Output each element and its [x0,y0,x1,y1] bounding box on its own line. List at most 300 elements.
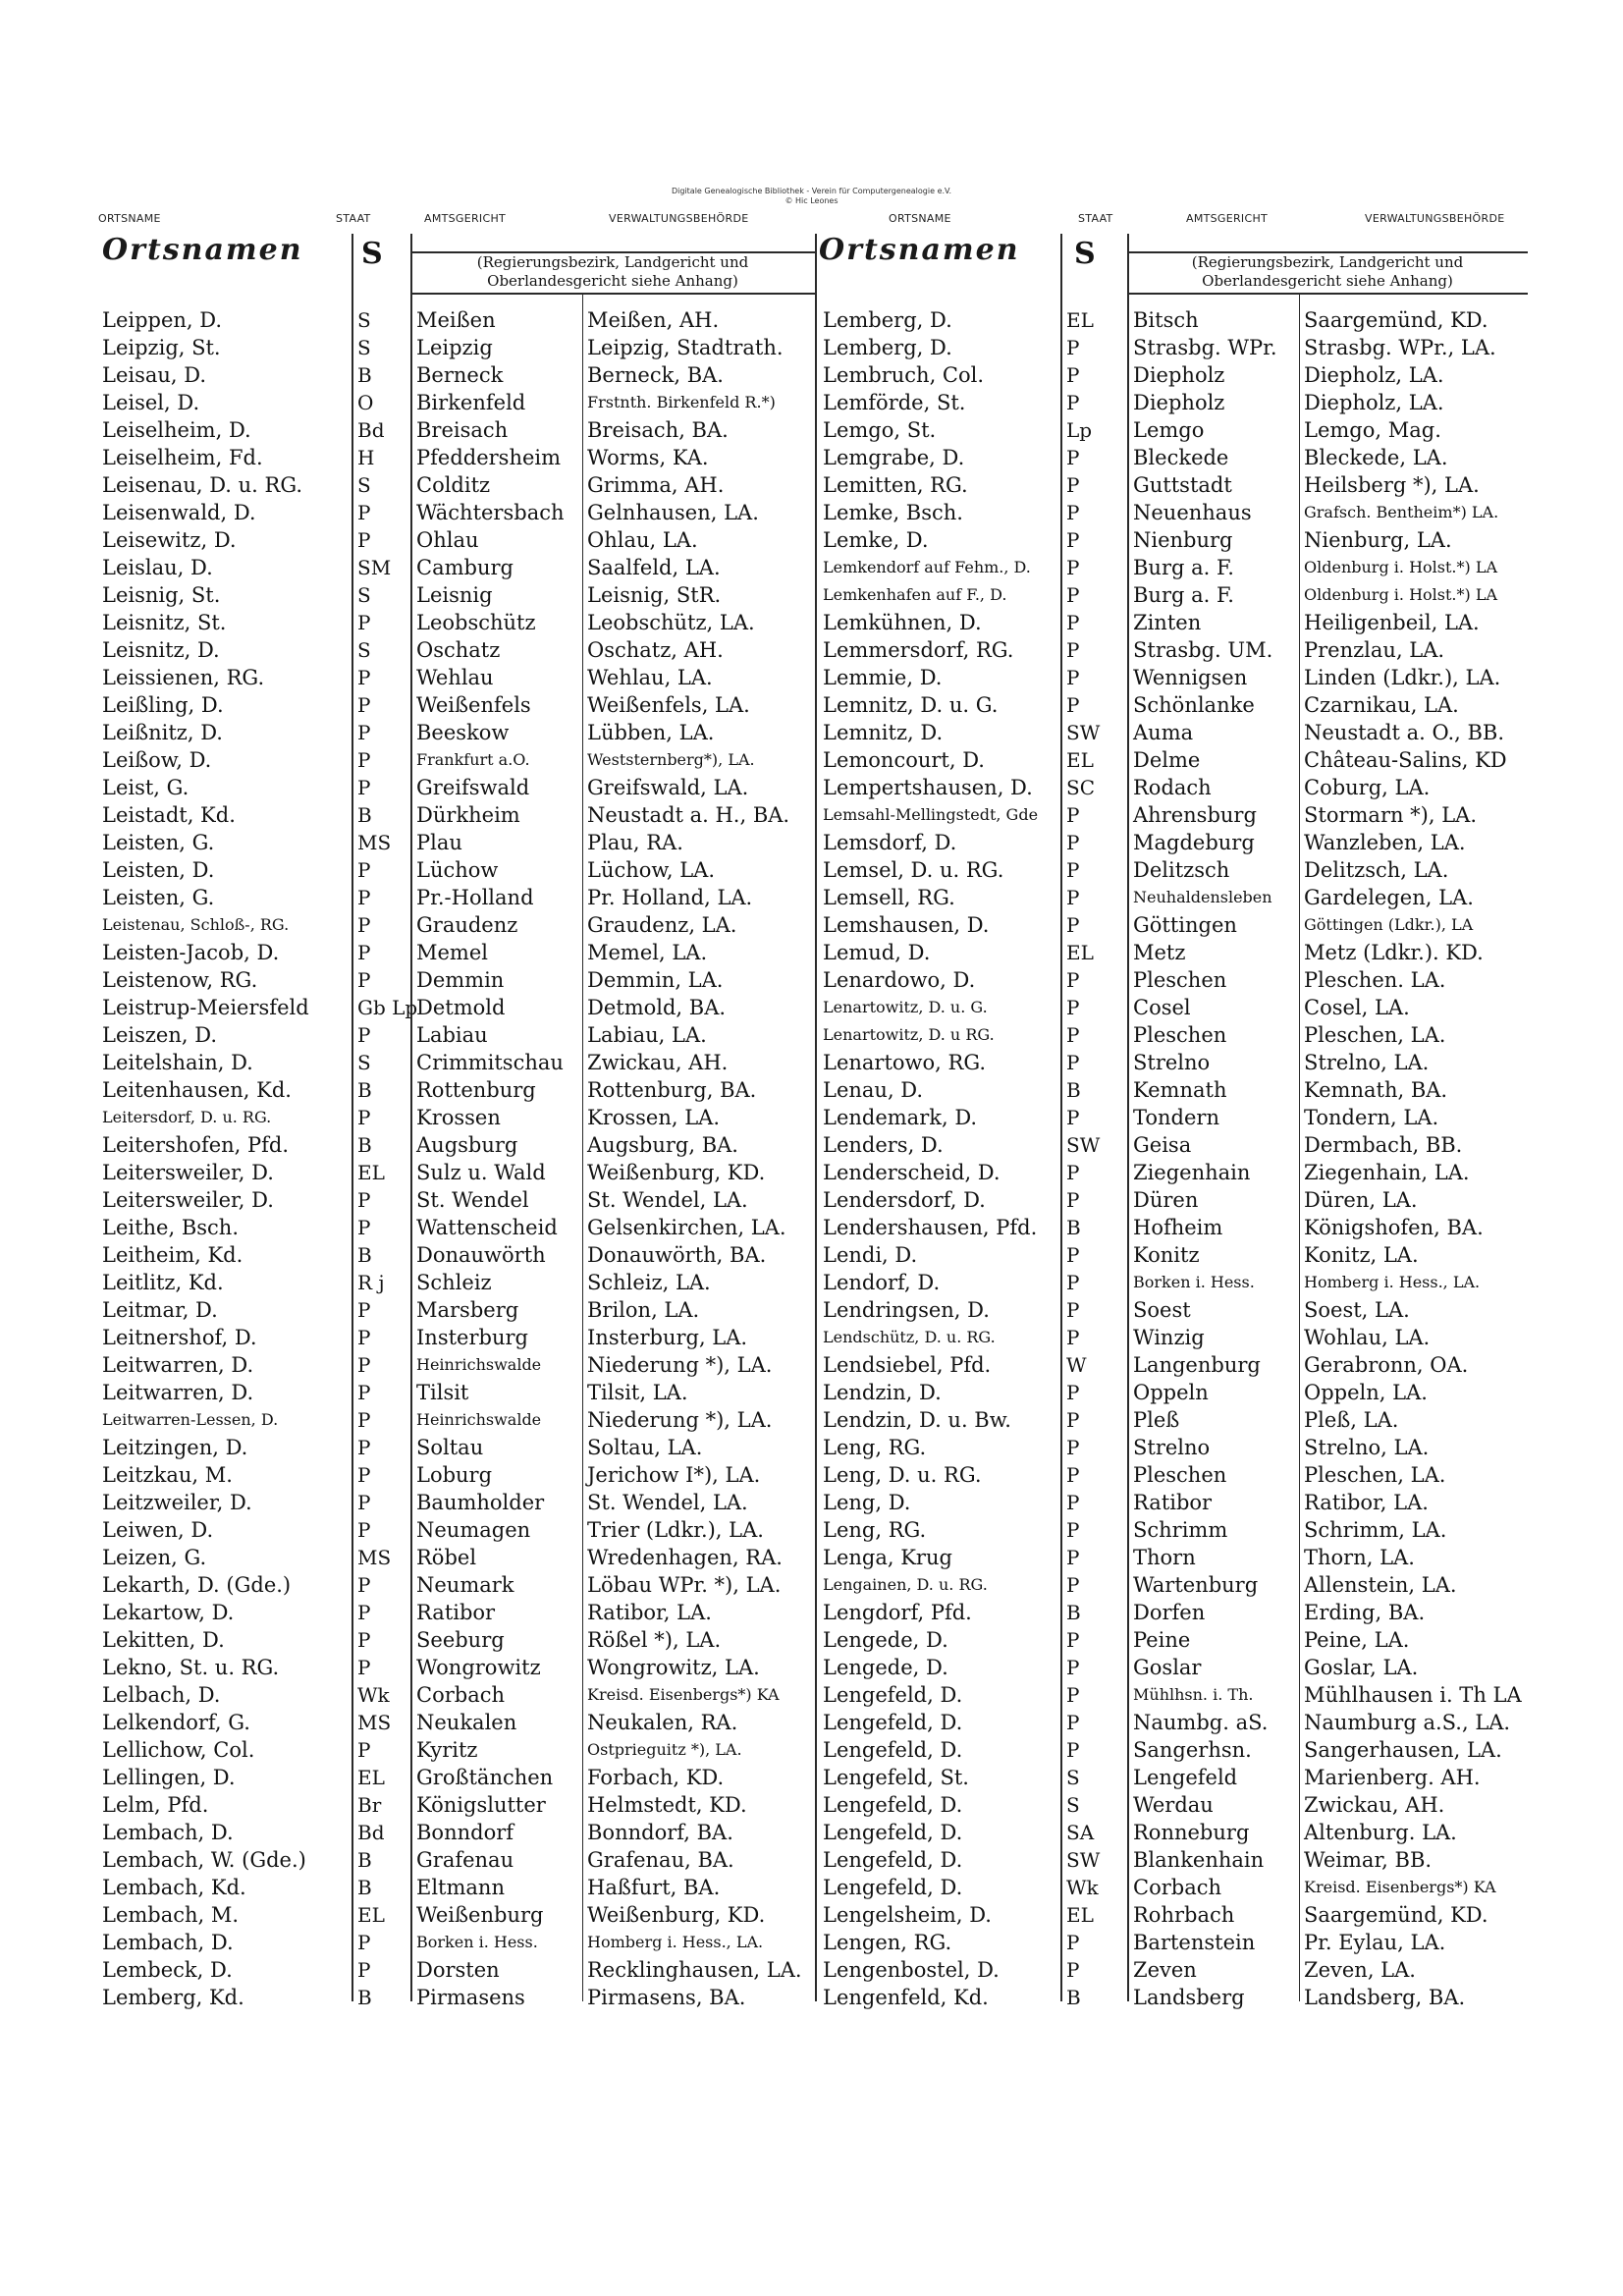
place-name: Leist, G. [102,776,189,799]
administrative-authority: Pr. Eylau, LA. [1304,1931,1446,1954]
district-court: Leobschütz [416,611,536,634]
district-court: Eltmann [416,1876,505,1899]
directory-row [98,471,815,499]
directory-row [815,1434,1528,1461]
directory-row [815,1214,1528,1241]
district-court: Weißenburg [416,1903,544,1927]
administrative-authority: Dermbach, BB. [1304,1133,1463,1157]
administrative-authority: Schleiz, LA. [587,1271,711,1294]
place-name: Lendershausen, Pfd. [823,1216,1038,1239]
administrative-authority: Leisnig, StR. [587,583,722,607]
administrative-authority: Sangerhausen, LA. [1304,1738,1502,1762]
place-name: Lembach, W. (Gde.) [102,1848,306,1872]
state-code: P [357,1216,371,1239]
directory-row [815,1021,1528,1049]
directory-row [815,1819,1528,1846]
directory-row [815,1571,1528,1599]
state-code: P [1066,1931,1080,1954]
administrative-authority: Krossen, LA. [587,1106,721,1129]
directory-row [98,1709,815,1736]
state-code: P [1066,968,1080,992]
state-code: P [357,1188,371,1212]
place-name: Lendsiebel, Pfd. [823,1353,992,1377]
district-court: Strasbg. WPr. [1133,336,1277,359]
state-code: P [1066,1656,1080,1679]
administrative-authority: Wehlau, LA. [587,666,713,689]
administrative-authority: Meißen, AH. [587,308,720,332]
state-code: P [357,968,371,992]
directory-row [815,719,1528,746]
district-court: Soest [1133,1298,1191,1322]
directory-row [815,1929,1528,1956]
administrative-authority: Zwickau, AH. [587,1051,729,1074]
district-court: Zinten [1133,611,1202,634]
administrative-authority: Neustadt a. O., BB. [1304,721,1505,744]
state-code: MS [357,1546,392,1569]
place-name: Lembach, Kd. [102,1876,246,1899]
place-name: Lembach, M. [102,1903,240,1927]
district-court: Delitzsch [1133,858,1230,882]
place-name: Lemkendorf auf Fehm., D. [823,558,1031,576]
place-name: Lenartowitz, D. u RG. [823,1025,995,1044]
district-court: Langenburg [1133,1353,1261,1377]
directory-row [98,1736,815,1764]
directory-row [815,306,1528,334]
district-court: Pirmasens [416,1986,525,2009]
administrative-authority: Göttingen (Ldkr.), LA [1304,915,1474,934]
state-code: P [1066,1546,1080,1569]
district-court: Ronneburg [1133,1821,1250,1844]
state-code: P [357,693,371,717]
place-name: Leitzingen, D. [102,1436,248,1459]
state-code: P [357,721,371,744]
directory-row [98,1021,815,1049]
district-court: Wächtersbach [416,501,565,524]
directory-row [815,1104,1528,1131]
directory-row [815,1626,1528,1654]
directory-row [98,801,815,829]
place-name: Leitlitz, Kd. [102,1271,224,1294]
directory-row [98,1626,815,1654]
district-court: Camburg [416,556,514,579]
directory-row [98,884,815,911]
district-court: Tondern [1133,1106,1219,1129]
district-court: Grafenau [416,1848,514,1872]
directory-row [98,444,815,471]
state-code: P [1066,638,1080,662]
directory-row [815,1324,1528,1351]
state-code: P [1066,1161,1080,1184]
administrative-authority: Homberg i. Hess., LA. [1304,1273,1481,1291]
administrative-authority: Wohlau, LA. [1304,1326,1431,1349]
place-name: Lemsahl-Mellingstedt, Gde [823,805,1039,824]
district-court: Meißen [416,308,496,332]
state-code: P [357,501,371,524]
administrative-authority: Demmin, LA. [587,968,724,992]
district-court: Lemgo [1133,418,1205,442]
district-court: Königslutter [416,1793,546,1817]
directory-row [815,1544,1528,1571]
district-court: Pleschen [1133,968,1227,992]
place-name: Leitelshain, D. [102,1051,253,1074]
administrative-authority: Gelsenkirchen, LA. [587,1216,786,1239]
state-code: P [1066,1738,1080,1762]
state-code: Bd [357,1821,385,1844]
directory-row [98,1186,815,1214]
administrative-authority: St. Wendel, LA. [587,1491,748,1514]
state-code: P [1066,1023,1080,1047]
place-name: Lenders, D. [823,1133,944,1157]
place-name: Lekartow, D. [102,1601,235,1624]
place-name: Leisten, D. [102,858,215,882]
place-name: Leng, RG. [823,1436,927,1459]
state-code: P [1066,996,1080,1019]
place-name: Lengefeld, D. [823,1821,963,1844]
place-name: Lemoncourt, D. [823,748,985,772]
district-court: Zeven [1133,1958,1197,1982]
administrative-authority: Insterburg, LA. [587,1326,748,1349]
place-name: Lengefeld, D. [823,1876,963,1899]
place-name: Leisnig, St. [102,583,221,607]
directory-row [815,1159,1528,1186]
district-court: Weißenfels [416,693,531,717]
place-name: Lenga, Krug [823,1546,952,1569]
state-code: S [357,308,371,332]
state-code: P [1066,1051,1080,1074]
place-name: Leiselheim, Fd. [102,446,263,469]
administrative-authority: Niederung *), LA. [587,1408,773,1432]
administrative-authority: Gelnhausen, LA. [587,501,759,524]
state-code: P [1066,913,1080,937]
district-court: Dorfen [1133,1601,1206,1624]
directory-row [815,636,1528,664]
place-name: Lemud, D. [823,941,931,964]
directory-row [98,1241,815,1269]
place-name: Lemmie, D. [823,666,943,689]
place-name: Leisel, D. [102,391,200,414]
place-name: Leitheim, Kd. [102,1243,243,1267]
state-code: P [357,1573,371,1597]
directory-row [815,1874,1528,1901]
directory-row [815,1049,1528,1076]
place-name: Lemkenhafen auf F., D. [823,585,1007,604]
district-court: Burg a. F. [1133,583,1234,607]
place-name: Lekno, St. u. RG. [102,1656,280,1679]
state-code: P [357,913,371,937]
directory-row [815,1736,1528,1764]
directory-row [815,1846,1528,1874]
place-name: Leislau, D. [102,556,213,579]
district-court: Tilsit [416,1381,469,1404]
district-court: Pr.-Holland [416,886,534,909]
directory-row [98,499,815,526]
state-code: P [1066,1463,1080,1487]
label-ortsname-right: ORTSNAME [889,212,951,225]
state-code: P [357,886,371,909]
header-note [410,253,815,291]
place-name: Lengainen, D. u. RG. [823,1575,988,1594]
district-court: Kemnath [1133,1078,1227,1102]
district-court: Demmin [416,968,505,992]
state-code: P [1066,1573,1080,1597]
administrative-authority: Rottenburg, BA. [587,1078,757,1102]
place-name: Leissienen, RG. [102,666,265,689]
state-code: P [1066,583,1080,607]
district-court: Memel [416,941,488,964]
district-court: Pleß [1133,1408,1180,1432]
administrative-authority: Schrimm, LA. [1304,1518,1447,1542]
directory-row [98,1379,815,1406]
state-code: EL [357,1903,385,1927]
header-note-line1: (Regierungsbezirk, Landgericht und [476,253,749,271]
place-name: Lemitten, RG. [823,473,968,497]
state-code: SM [357,556,392,579]
place-name: Lendzin, D. [823,1381,942,1404]
place-name: Lemsdorf, D. [823,831,957,854]
administrative-authority: Düren, LA. [1304,1188,1418,1212]
place-name: Leitzkau, M. [102,1463,233,1487]
place-name: Lelbach, D. [102,1683,221,1707]
administrative-authority: Bleckede, LA. [1304,446,1448,469]
administrative-authority: Breisach, BA. [587,418,729,442]
administrative-authority: Metz (Ldkr.). KD. [1304,941,1484,964]
district-court: Pfeddersheim [416,446,562,469]
state-code: P [357,941,371,964]
administrative-authority: Jerichow I*), LA. [587,1463,761,1487]
state-code: P [1066,1326,1080,1349]
directory-row [815,1351,1528,1379]
administrative-authority: Soltau, LA. [587,1436,703,1459]
label-staat-left: STAAT [336,212,371,225]
administrative-authority: Delitzsch, LA. [1304,858,1449,882]
state-code: P [1066,336,1080,359]
header-rule-top [410,251,815,253]
place-name: Leisau, D. [102,363,207,387]
state-code: P [357,1326,371,1349]
administrative-authority: Konitz, LA. [1304,1243,1419,1267]
district-court: Göttingen [1133,913,1237,937]
place-name: Leitersweiler, D. [102,1161,274,1184]
administrative-authority: Gardelegen, LA. [1304,886,1474,909]
directory-row [98,389,815,416]
administrative-authority: Strelno, LA. [1304,1436,1430,1459]
state-code: P [1066,858,1080,882]
state-code: Gb Lp [357,996,418,1019]
directory-row [815,444,1528,471]
place-name: Lemgrabe, D. [823,446,965,469]
state-code: P [1066,1711,1080,1734]
directory-row [98,1461,815,1489]
administrative-authority: Zwickau, AH. [1304,1793,1445,1817]
place-name: Leitersdorf, D. u. RG. [102,1108,272,1126]
district-court: Labiau [416,1023,488,1047]
place-name: Lengenfeld, Kd. [823,1986,989,2009]
district-court: Ohlau [416,528,479,552]
ortsnamen-heading: Ortsnamen [102,233,303,267]
district-court: Pleschen [1133,1463,1227,1487]
district-court: Pleschen [1133,1023,1227,1047]
administrative-authority: Saalfeld, LA. [587,556,721,579]
directory-row [98,1571,815,1599]
state-code: P [1066,1958,1080,1982]
place-name: Leipzig, St. [102,336,221,359]
district-court: Kyritz [416,1738,478,1762]
administrative-authority: Prenzlau, LA. [1304,638,1445,662]
district-court: Wattenscheid [416,1216,558,1239]
directory-row [98,966,815,994]
district-court: Wartenburg [1133,1573,1259,1597]
place-name: Lemgo, St. [823,418,937,442]
administrative-authority: Saargemünd, KD. [1304,308,1488,332]
district-court: Bartenstein [1133,1931,1256,1954]
state-code: P [1066,693,1080,717]
state-code: B [1066,1601,1081,1624]
place-name: Leisten, G. [102,886,215,909]
directory-row [98,554,815,581]
place-name: Lemnitz, D. u. G. [823,693,999,717]
directory-row [815,1076,1528,1104]
place-name: Leizen, G. [102,1546,207,1569]
copyright-credit: © Hic Leones [784,196,839,205]
state-code: P [1066,666,1080,689]
district-court: Großtänchen [416,1766,554,1789]
directory-row [98,1516,815,1544]
state-code: P [1066,1243,1080,1267]
directory-row [98,856,815,884]
administrative-authority: Lübben, LA. [587,721,715,744]
district-court: Beeskow [416,721,510,744]
place-name: Leitenhausen, Kd. [102,1078,292,1102]
administrative-authority: Oldenburg i. Holst.*) LA [1304,585,1497,604]
place-name: Lengenbostel, D. [823,1958,1000,1982]
administrative-authority: Grimma, AH. [587,473,725,497]
place-name: Lenderscheid, D. [823,1161,1001,1184]
administrative-authority: Strasbg. WPr., LA. [1304,336,1496,359]
state-code: P [1066,1271,1080,1294]
administrative-authority: Tilsit, LA. [587,1381,688,1404]
administrative-authority: Lemgo, Mag. [1304,418,1441,442]
place-name: Leitersweiler, D. [102,1188,274,1212]
staat-heading-glyph: S [361,237,383,271]
state-code: W [1066,1353,1087,1377]
administrative-authority: Weißenburg, KD. [587,1161,766,1184]
administrative-authority: Memel, LA. [587,941,708,964]
administrative-authority: Graudenz, LA. [587,913,737,937]
directory-row [98,1791,815,1819]
place-name: Leisenau, D. u. RG. [102,473,303,497]
place-name: Leng, D. [823,1491,911,1514]
district-court: Detmold [416,996,506,1019]
administrative-authority: Lüchow, LA. [587,858,716,882]
district-court: Lüchow [416,858,499,882]
place-name: Leitershofen, Pfd. [102,1133,290,1157]
place-name: Lempertshausen, D. [823,776,1033,799]
place-name: Lembruch, Col. [823,363,985,387]
administrative-authority: Kreisd. Eisenbergs*) KA [1304,1878,1496,1896]
state-code: SW [1066,1133,1101,1157]
state-code: P [1066,831,1080,854]
directory-row [815,1296,1528,1324]
digital-library-credit: Digitale Genealogische Bibliothek - Verein für Computergenealogie e.V. [671,187,952,195]
state-code: B [357,1876,372,1899]
district-court: Wongrowitz [416,1656,541,1679]
directory-row [98,664,815,691]
administrative-authority: Peine, LA. [1304,1628,1410,1652]
state-code: P [1066,1381,1080,1404]
directory-row [98,911,815,939]
state-code: P [357,1353,371,1377]
administrative-authority: Cosel, LA. [1304,996,1410,1019]
district-court: Sulz u. Wald [416,1161,546,1184]
place-name: Lekarth, D. (Gde.) [102,1573,292,1597]
district-court: Borken i. Hess. [1133,1273,1255,1291]
directory-row [98,994,815,1021]
place-name: Lemberg, D. [823,308,952,332]
place-name: Lenartowo, RG. [823,1051,987,1074]
administrative-authority: Mühlhausen i. Th LA [1304,1683,1522,1707]
place-name: Lemke, D. [823,528,929,552]
place-name: Leisnitz, D. [102,638,220,662]
district-court: Diepholz [1133,391,1225,414]
administrative-authority: Diepholz, LA. [1304,391,1444,414]
state-code: Wk [1066,1876,1099,1899]
administrative-authority: Zeven, LA. [1304,1958,1416,1982]
administrative-authority: Château-Salins, KD [1304,748,1507,772]
state-code: B [357,1133,372,1157]
header-note-line2: Oberlandesgericht siehe Anhang) [487,272,738,290]
directory-row [98,361,815,389]
header-note [1127,253,1528,291]
place-name: Lenartowitz, D. u. G. [823,998,988,1016]
district-court: Schleiz [416,1271,492,1294]
state-code: S [1066,1766,1080,1789]
administrative-authority: Altenburg. LA. [1304,1821,1457,1844]
state-code: P [357,1491,371,1514]
place-name: Lendzin, D. u. Bw. [823,1408,1011,1432]
directory-row [98,1929,815,1956]
state-code: P [1066,391,1080,414]
directory-row [815,1461,1528,1489]
header-note-line2: Oberlandesgericht siehe Anhang) [1202,272,1453,290]
administrative-authority: Ohlau, LA. [587,528,698,552]
place-name: Leng, RG. [823,1518,927,1542]
district-court: Winzig [1133,1326,1205,1349]
administrative-authority: Weimar, BB. [1304,1848,1433,1872]
directory-row [815,1489,1528,1516]
place-name: Lenau, D. [823,1078,924,1102]
district-court: Neukalen [416,1711,517,1734]
directory-row [815,801,1528,829]
district-court: Burg a. F. [1133,556,1234,579]
administrative-authority: Naumburg a.S., LA. [1304,1711,1511,1734]
state-code: P [357,611,371,634]
place-name: Leistenow, RG. [102,968,258,992]
district-court: Nienburg [1133,528,1233,552]
district-court: Strelno [1133,1436,1211,1459]
district-court: Metz [1133,941,1186,964]
label-ortsname-left: ORTSNAME [98,212,161,225]
directory-row [815,1269,1528,1296]
directory-row [815,856,1528,884]
district-court: Berneck [416,363,504,387]
place-name: Leistrup-Meiersfeld [102,996,309,1019]
administrative-authority: Leobschütz, LA. [587,611,755,634]
state-code: P [1066,1298,1080,1322]
administrative-authority: Labiau, LA. [587,1023,707,1047]
state-code: SC [1066,776,1096,799]
directory-row [98,1076,815,1104]
administrative-authority: Homberg i. Hess., LA. [587,1933,764,1951]
